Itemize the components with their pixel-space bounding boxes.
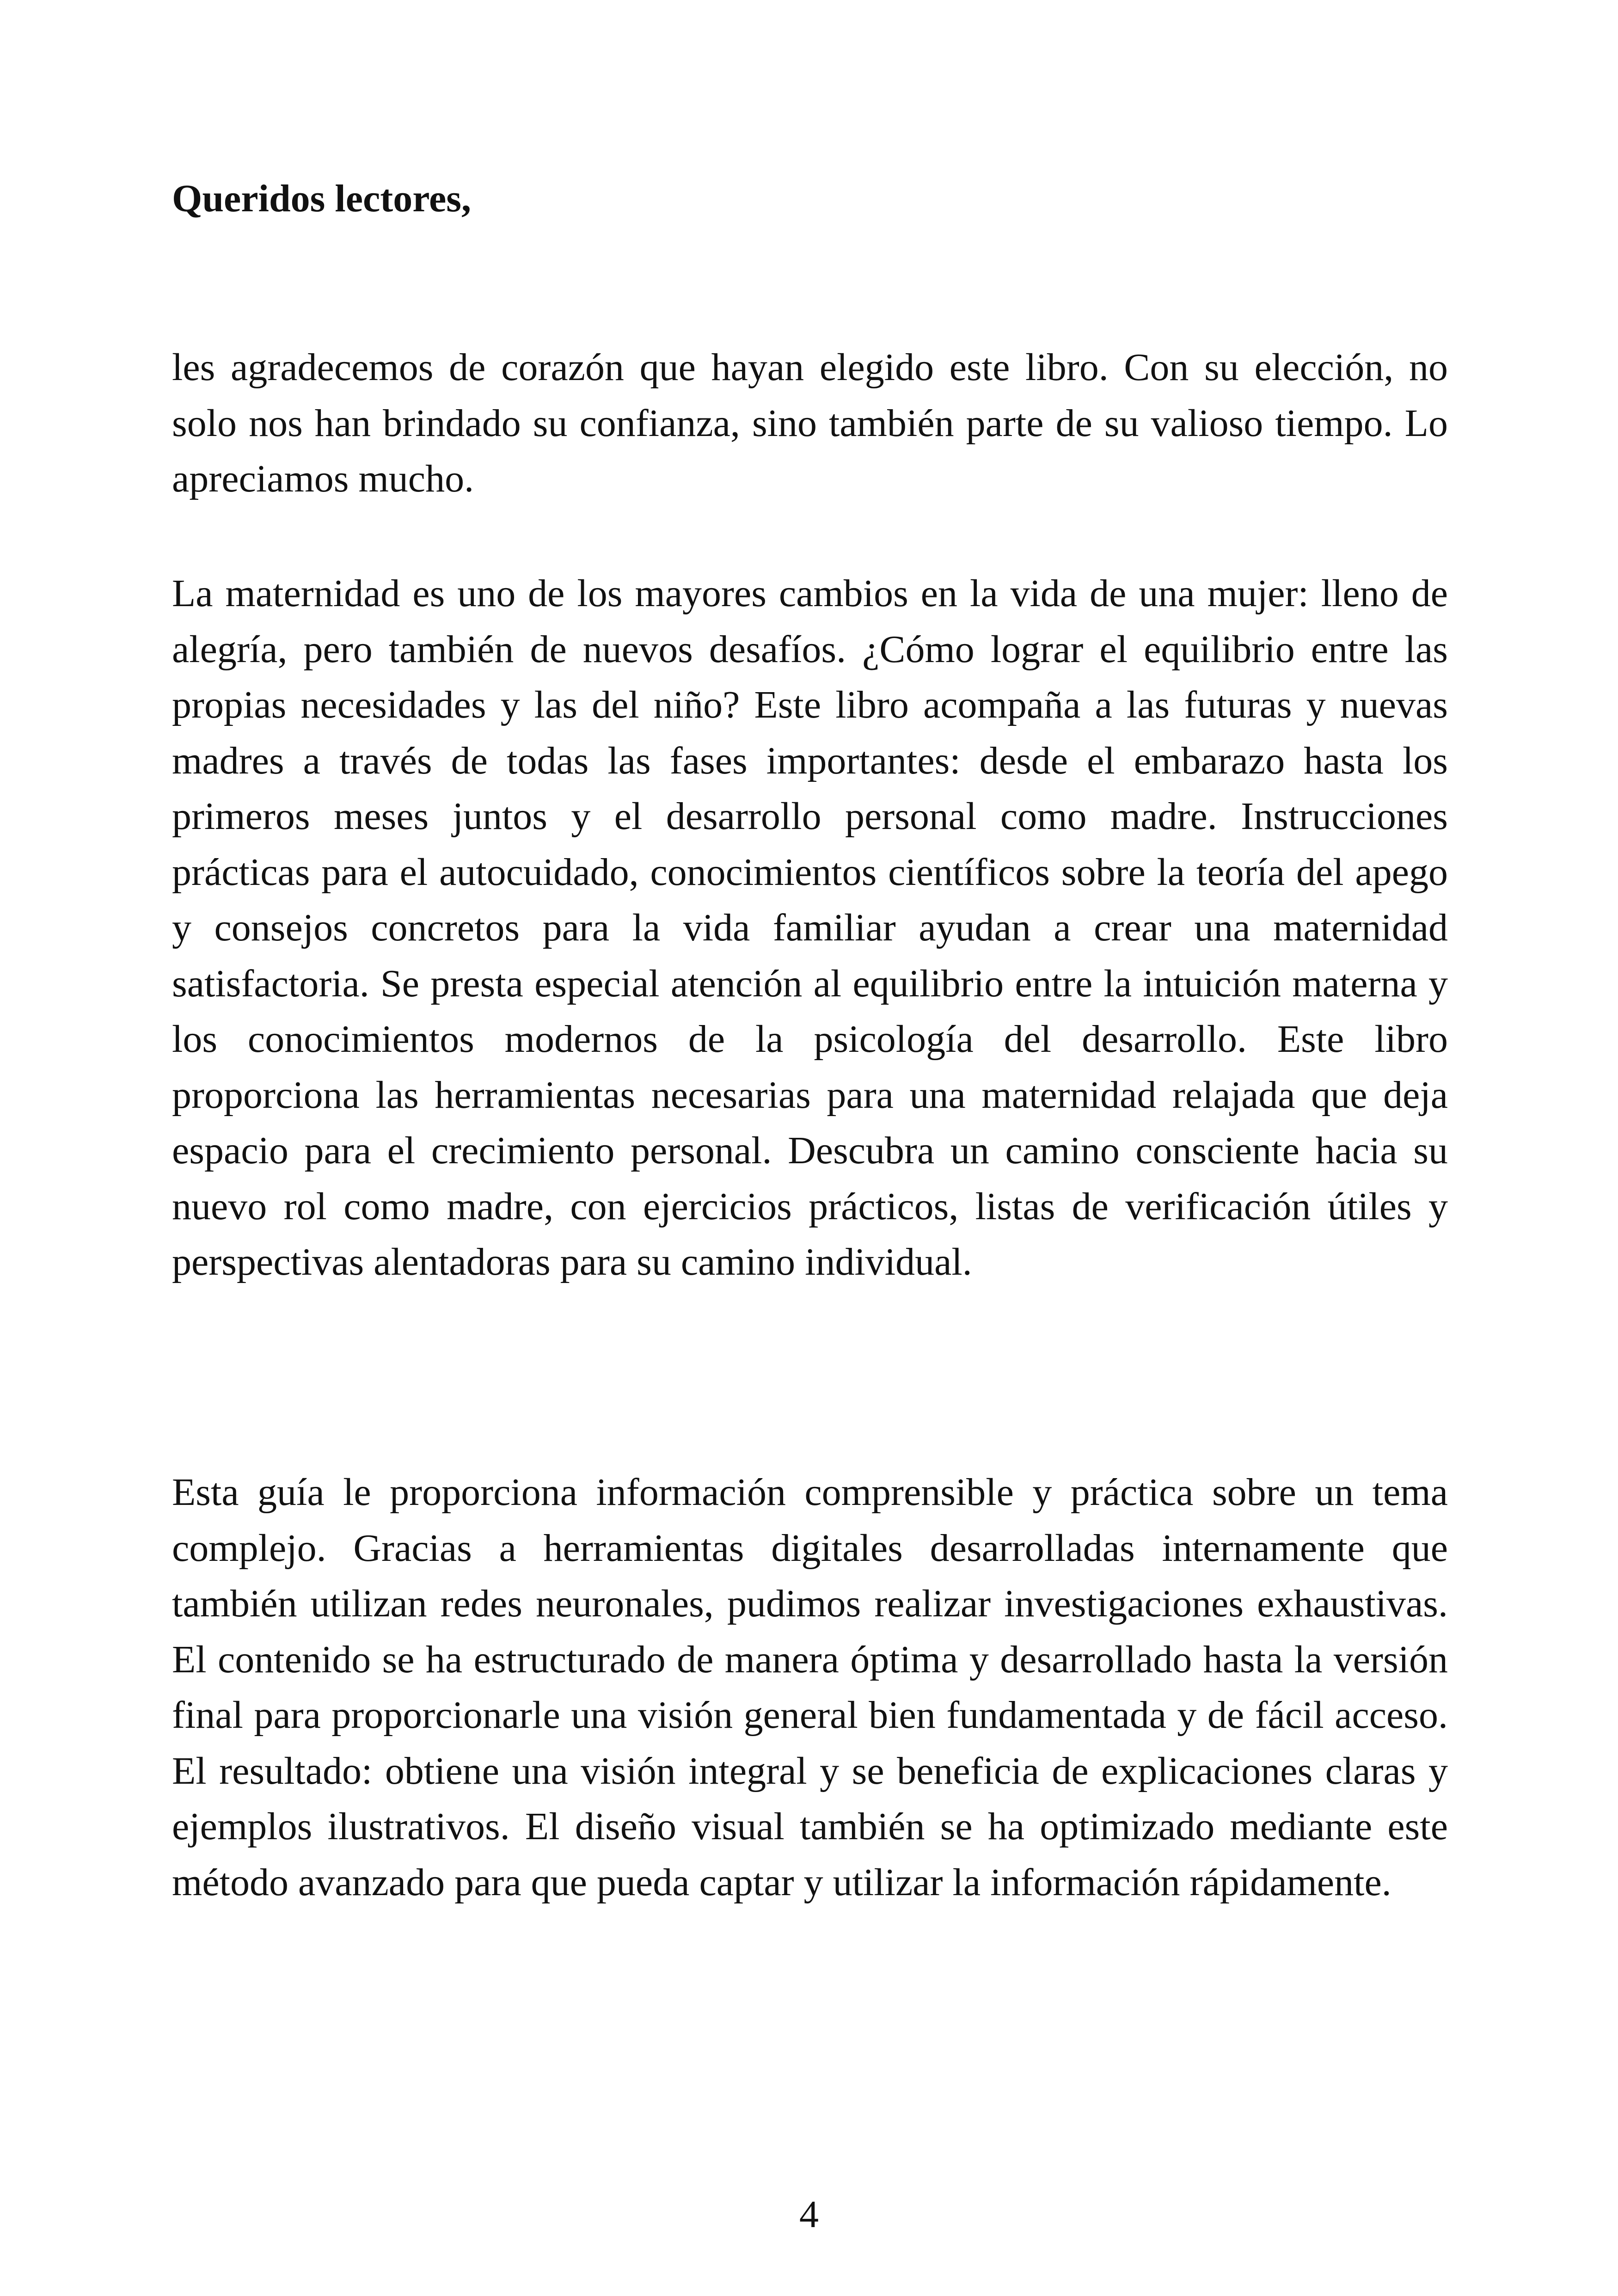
paragraph-gratitude: les agradecemos de corazón que hayan elegido este libro. Con su elección, no solo nos han brindado su confianza, sino también parte de su valioso tiempo. Lo apreciamos mucho.	[172, 346, 1448, 500]
paragraph-guide-method: Esta guía le proporciona información comprensible y práctica sobre un tema complejo. Gracias a herramientas digitales desarrolladas internamente que también utilizan redes neuronales, pudimos realizar investigaciones exhaustivas. El contenido se ha estructurado de manera óptima y desarrollado hasta la versión final para proporcionarle una visión general bien fundamentada y de fácil acceso. El resultado: obtiene una visión integral y se beneficia de explicaciones claras y ejemplos ilustrativos. El diseño visual también se ha optimizado mediante este método avanzado para que pueda captar y utilizar la información rápidamente.	[172, 1471, 1448, 1904]
page-number: 4	[799, 2193, 819, 2236]
salutation-heading: Queridos lectores,	[172, 177, 471, 220]
paragraph-book-description: La maternidad es uno de los mayores cambios en la vida de una mujer: lleno de alegría, pero también de nuevos desafíos. ¿Cómo lograr el equilibrio entre las propias necesidades y las del niño? Este libro acompaña a las futuras y nuevas madres a través de todas las fases importantes: desde el embarazo hasta los primeros meses juntos y el desarrollo personal como madre. Instrucciones prácticas para el autocuidado, conocimientos científicos sobre la teoría del apego y consejos concretos para la vida familiar ayudan a crear una maternidad satisfactoria. Se presta especial atención al equilibrio entre la intuición materna y los conocimientos modernos de la psicología del desarrollo. Este libro proporciona las herramientas necesarias para una maternidad relajada que deja espacio para el crecimiento personal. Descubra un camino consciente hacia su nuevo rol como madre, con ejercicios prácticos, listas de verificación útiles y perspectivas alentadoras para su camino individual.	[172, 572, 1448, 1283]
